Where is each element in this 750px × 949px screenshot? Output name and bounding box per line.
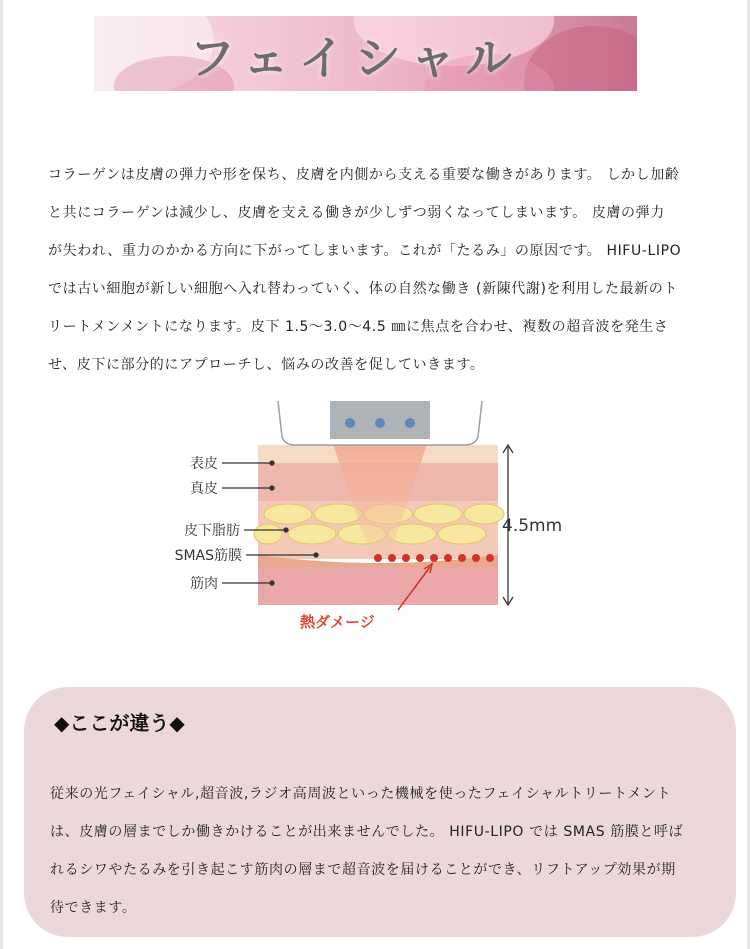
- skin-layer-diagram: [140, 395, 610, 645]
- difference-card: [24, 687, 736, 937]
- intro-line: リートメンメントになります。皮下 1.5～3.0～4.5 ㎜に焦点を合わせ、複数の超音波を発生さ: [48, 319, 669, 335]
- transducer-dot-icon: [375, 418, 385, 428]
- intro-line: と共にコラーゲンは減少し、皮膚を支える働きが少しずつ弱くなってしまいます。 皮膚の弾力: [48, 205, 665, 221]
- banner-title: フェイシャル: [189, 31, 522, 85]
- intro-line: では古い細胞が新しい細胞へ入れ替わっていく、体の自然な働き (新陳代謝)を利用した最新のト: [48, 281, 678, 297]
- intro-line: せ、皮下に部分的にアプローチし、悩みの改善を促していきます。: [48, 357, 485, 373]
- label-subcutaneous-fat: 皮下脂肪: [184, 523, 240, 539]
- label-dermis: 真皮: [190, 481, 218, 497]
- card-line: は、皮膚の層までしか働きかけることが出来ませんでした。 HIFU-LIPO では SMAS 筋膜と呼ば: [50, 824, 684, 840]
- card-line: 従来の光フェイシャル,超音波,ラジオ高周波といった機械を使ったフェイシャルトリートメント: [50, 786, 672, 802]
- intro-line: コラーゲンは皮膚の弾力や形を保ち、皮膚を内側から支える重要な働きがあります。 しかし加齢: [48, 167, 680, 183]
- skin-diagram-svg: [140, 395, 610, 645]
- depth-label: 4.5mm: [502, 516, 563, 536]
- transducer-dot-icon: [405, 418, 415, 428]
- title-banner: [94, 16, 637, 91]
- intro-line: が失われ、重力のかかる方向に下がってしまいます。これが「たるみ」の原因です。 HIFU-LIPO: [48, 243, 682, 259]
- page-edge-left: [0, 0, 3, 949]
- muscle-layer: [258, 567, 498, 605]
- label-muscle: 筋肉: [190, 576, 218, 592]
- card-line: れるシワやたるみを引き起こす筋肉の層まで超音波を届けることができ、リフトアップ効果が期: [50, 862, 676, 878]
- label-epidermis: 表皮: [190, 456, 218, 472]
- transducer-dot-icon: [345, 418, 355, 428]
- thermal-focus-dots: [374, 554, 494, 562]
- card-line: 待できます。: [50, 900, 137, 916]
- intro-paragraph: [48, 156, 708, 384]
- card-body: [50, 775, 730, 927]
- damage-label: 熱ダメージ: [300, 613, 375, 631]
- card-heading: ◆ここが違う◆: [54, 711, 185, 735]
- label-smas: SMAS筋膜: [174, 548, 242, 564]
